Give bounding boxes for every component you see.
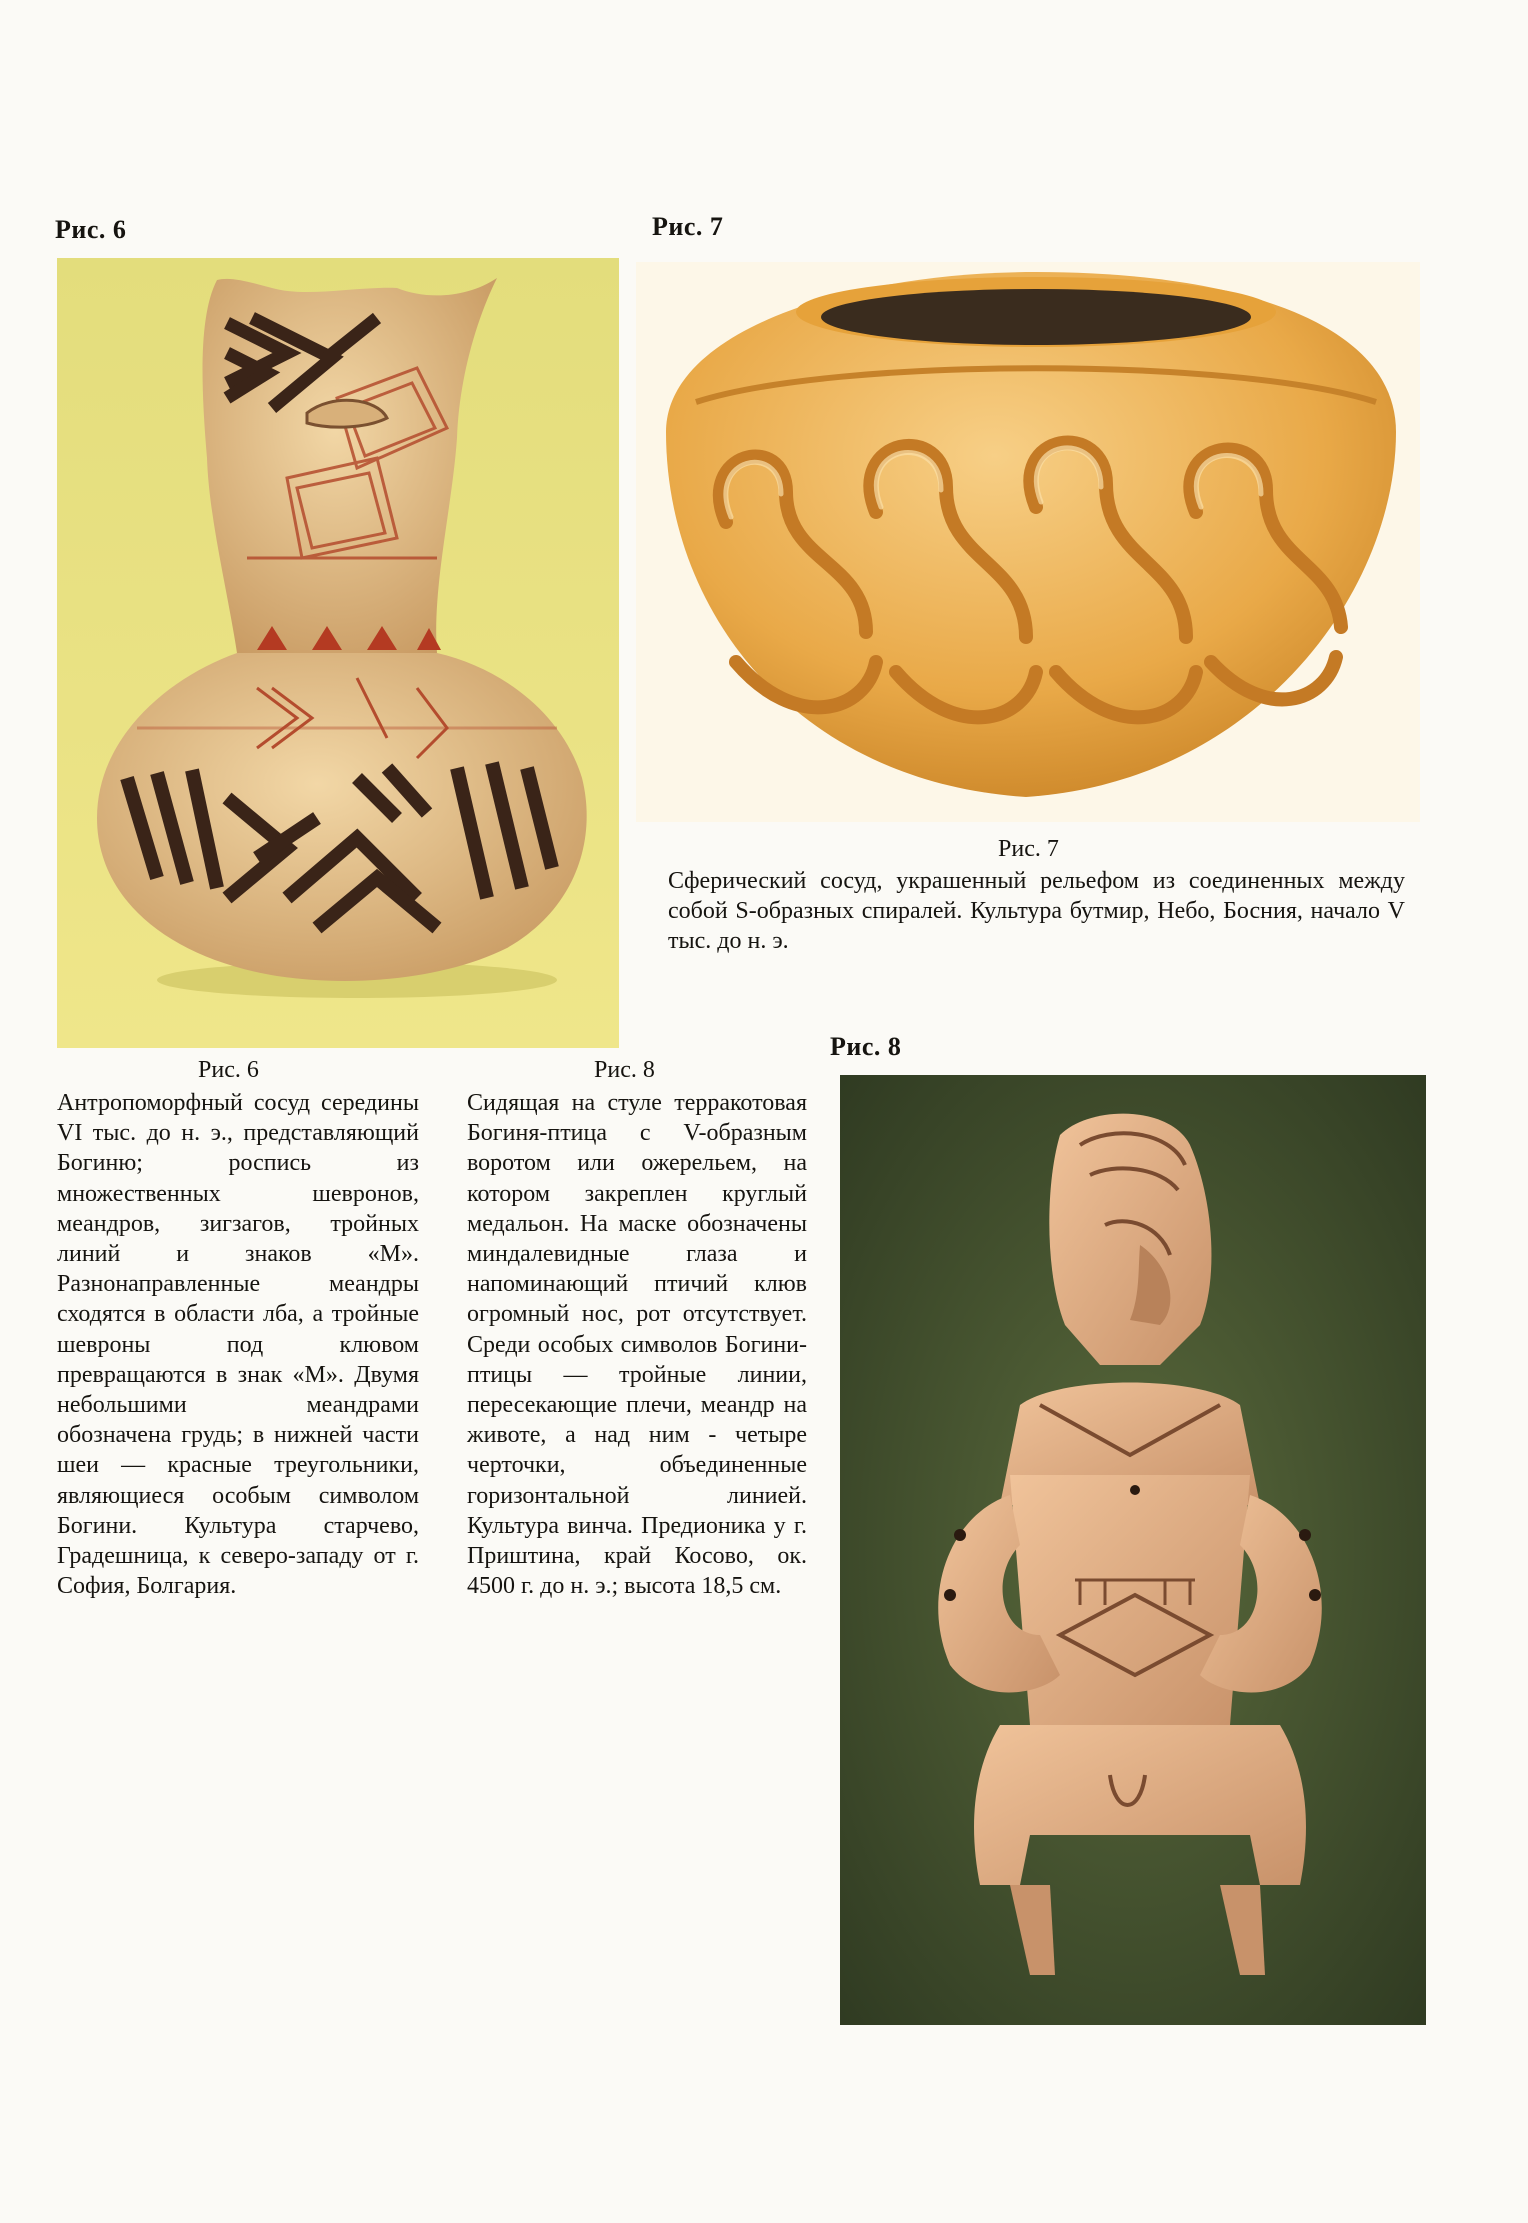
- painted-vessel-image: [57, 258, 619, 1048]
- fig6-label: Рис. 6: [55, 215, 127, 244]
- fig7-caption-text: Сферический сосуд, украшенный рельефом из соединенных между собой S-образных спиралей. Культура бутмир, Небо, Босния, начало V тыс. до н. э.: [668, 868, 1405, 955]
- fig8-caption-text: Сидящая на стуле терракотовая Богиня-птица с V-образным воротом или ожерельем, на котором закреплен круглый медальон. На маске обозначены миндалевидные глаза и напоминающий птичий клюв огромный нос, рот отсутствует. Среди особых символов Богини-птицы — тройные линии, пересекающие плечи, меандр на животе, а над ним - четыре черточки, объединенные горизонтальной линией. Культура винча. Предионика у г. Приштина, край Косово, ок. 4500 г. до н. э.; высота 18,5 см.: [467, 1090, 807, 1600]
- fig6-photo: [57, 258, 619, 1048]
- fig8-label: Рис. 8: [830, 1032, 902, 1061]
- spherical-vessel-image: [636, 262, 1420, 822]
- fig6-caption-text: Антропоморфный сосуд середины VI тыс. до н. э., представляющий Богиню; роспись из множественных шевронов, меандров, зигзагов, тройных линий и знаков «М». Разнонаправленные меандры сходятся в области лба, а тройные шевроны под клювом превращаются в знак «М». Двумя небольшими меандрами обозначена грудь; в нижней части шеи — красные треугольники, являющиеся особым символом Богини. Культура старчево, Градешница, к северо-западу от г. София, Болгария.: [57, 1090, 419, 1600]
- fig8-photo: [840, 1075, 1426, 2025]
- fig8-caption-title: Рис. 8: [594, 1057, 655, 1083]
- fig7-caption-title: Рис. 7: [998, 836, 1059, 862]
- seated-figurine-image: [840, 1075, 1426, 2025]
- fig6-caption-title: Рис. 6: [198, 1057, 259, 1083]
- fig7-label: Рис. 7: [652, 212, 724, 241]
- fig7-photo: [636, 262, 1420, 822]
